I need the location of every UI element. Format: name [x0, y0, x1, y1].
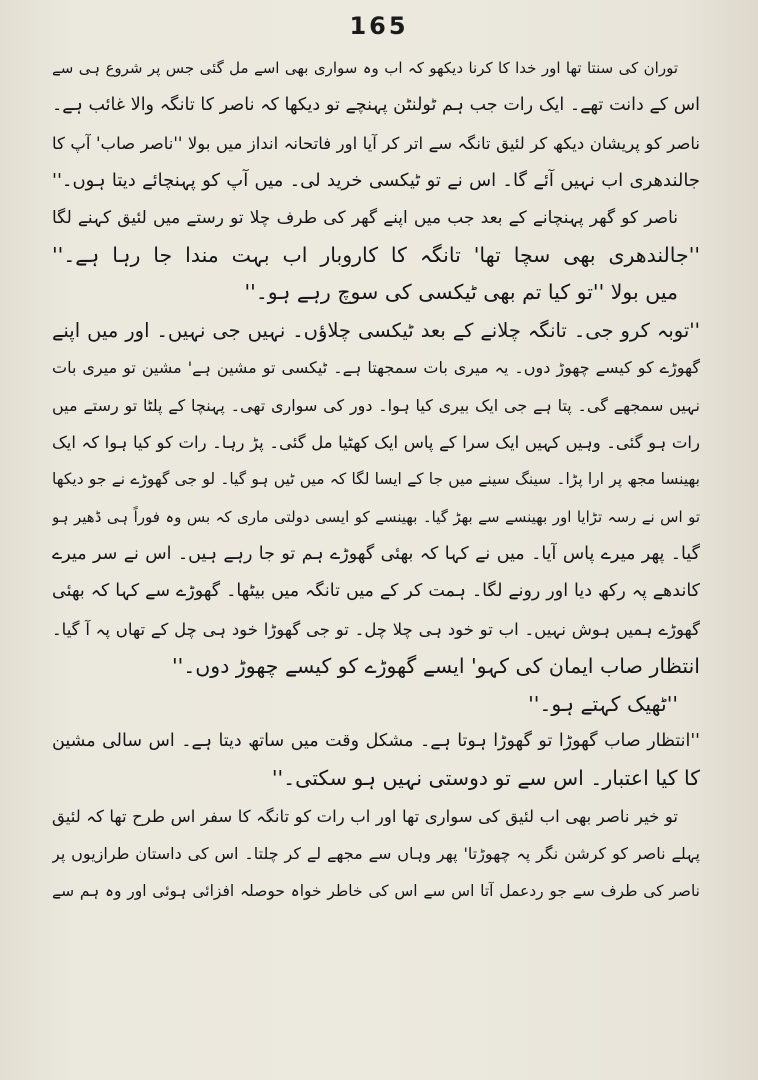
text-line: ''جالندھری بھی سچا تھا' تانگہ کا کاروبار اب بہت مندا جا رہا ہے۔'': [52, 242, 700, 267]
text-line: جالندھری اب نہیں آئے گا۔ اس نے تو ٹیکسی خرید لی۔ میں آپ کو پہنچائے دیتا ہوں۔'': [52, 170, 700, 192]
text-line: تو اس نے رسہ تڑایا اور بھینسے سے بھڑ گیا۔ بھینسے کو ایسی دولتی ماری کہ بس وہ فوراً ہی ڈھیر ہو: [52, 507, 700, 526]
text-line: ''توبہ کرو جی۔ تانگہ چلانے کے بعد ٹیکسی چلاؤں۔ نہیں جی نہیں۔ اور میں اپنے: [52, 318, 700, 342]
text-line: میں بولا ''تو کیا تم بھی ٹیکسی کی سوچ رہے ہو۔'': [244, 280, 678, 305]
text-line: گیا۔ پھر میرے پاس آیا۔ میں نے کہا کہ بھئی گھوڑے ہم تو جا رہے ہیں۔ اس نے سر میرے: [52, 544, 700, 565]
text-line: ناصر کی طرف سے جو ردعمل آتا اس سے اس کی خاطر خواہ حوصلہ افزائی ہوئی اور وہ ہم سے: [52, 881, 700, 900]
text-line: کاندھے پہ رکھ دیا اور رونے لگا۔ ہمت کر کے میں تانگہ میں بیٹھا۔ گھوڑے سے کہا کہ بھئی: [52, 581, 700, 602]
text-line: رات ہو گئی۔ وہیں کہیں ایک سرا کے پاس ایک کھٹیا مل گئی۔ پڑ رہا۔ رات کو کیا ہوا کہ ایک: [52, 432, 700, 452]
text-line: تو خیر ناصر بھی اب لئیق کی سواری تھا اور اب رات کو تانگہ کا سفر اس طرح تھا کہ لئیق: [52, 806, 678, 826]
text-line: بھینسا مجھ پر ارا پڑا۔ سینگ سینے میں جا کے ایسا لگا کہ میں ٹیں ہو گیا۔ لو جی گھوڑے نے جو دیکھا: [52, 470, 700, 489]
text-line: انتظار صاب ایمان کی کہو' ایسے گھوڑے کو کیسے چھوڑ دوں۔'': [171, 654, 700, 679]
text-line: ''ٹھیک کہتے ہو۔'': [528, 691, 678, 716]
text-line: ناصر کو گھر پہنچانے کے بعد جب میں اپنے گھر کی طرف چلا تو رستے میں لئیق کہنے لگا: [52, 207, 678, 228]
text-line: گھوڑے کو کیسے چھوڑ دوں۔ یہ میری بات سمجھتا ہے۔ ٹیکسی تو مشین ہے' مشین تو میری بات: [52, 358, 700, 378]
text-line: ناصر کو پریشان دیکھ کر لئیق تانگہ سے اتر کر آیا اور فاتحانہ انداز میں بولا ''ناصر صاب' آپ کا: [52, 133, 700, 153]
text-line: گھوڑے ہمیں ہوش نہیں۔ اب تو خود ہی چلا چل۔ تو جی گھوڑا خود ہی چل کے تھاں پہ آ گیا۔: [52, 619, 700, 639]
page-number: 165: [349, 12, 409, 40]
text-line: نہیں سمجھے گی۔ پتا ہے جی ایک بیری کیا ہوا۔ دور کی سواری تھی۔ پہنچا کے پلٹا تو رستے میں: [52, 395, 700, 415]
text-line: پہلے ناصر کو کرشن نگر پہ چھوڑتا' پھر وہاں سے مجھے لے کر چلتا۔ اس کی داستان طرازیوں پر: [52, 844, 700, 864]
text-line: اس کے دانت تھے۔ ایک رات جب ہم ٹولنٹن پہنچے تو دیکھا کہ ناصر کا تانگہ والا غائب ہے۔: [52, 95, 700, 116]
text-line: ''انتظار صاب گھوڑا تو گھوڑا ہوتا ہے۔ مشکل وقت میں ساتھ دیتا ہے۔ اس سالی مشین: [52, 731, 700, 752]
body-text: [52, 50, 700, 910]
text-line: کا کیا اعتبار۔ اس سے تو دوستی نہیں ہو سکتی۔'': [271, 766, 700, 791]
text-line: توران کی سنتا تھا اور خدا کا کرنا دیکھو کہ اب وہ سواری بھی اسے مل گئی جس پر شروع ہی سے: [52, 59, 678, 77]
